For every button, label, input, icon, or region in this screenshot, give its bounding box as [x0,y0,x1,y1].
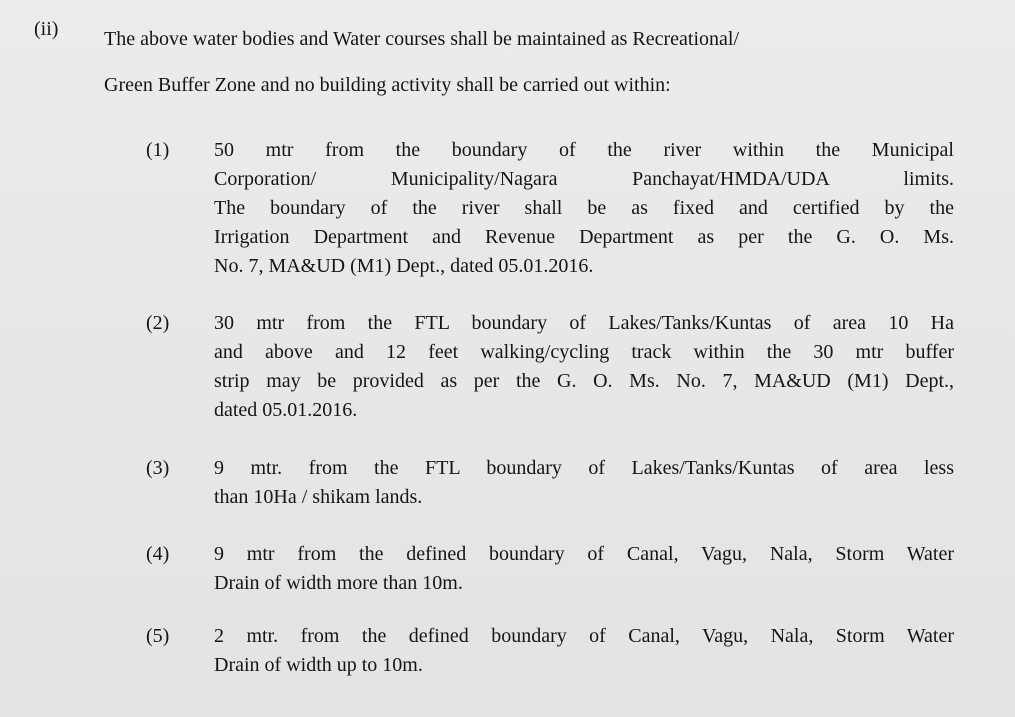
clause-line: strip may be provided as per the G. O. Ms. No. 7, MA&UD (M1) Dept., [214,370,954,392]
clause-number: (3) [146,457,170,479]
clause-line: 50 mtr from the boundary of the river within the Municipal [214,139,954,161]
clause-line: 2 mtr. from the defined boundary of Canal, Vagu, Nala, Storm Water [214,625,954,647]
clause-line: Drain of width more than 10m. [214,572,463,594]
clause-number: (5) [146,625,170,647]
clause-text [214,540,954,598]
clause-line: and above and 12 feet walking/cycling track within the 30 mtr buffer [214,341,954,363]
clause-line: Corporation/ Municipality/Nagara Panchayat/HMDA/UDA limits. [214,168,954,190]
clause-line: than 10Ha / shikam lands. [214,486,423,508]
section-heading [104,16,964,108]
clause-line: 30 mtr from the FTL boundary of Lakes/Tanks/Kuntas of area 10 Ha [214,312,954,334]
heading-line: Green Buffer Zone and no building activity shall be carried out within: [104,74,671,96]
clause-line: 9 mtr from the defined boundary of Canal, Vagu, Nala, Storm Water [214,543,954,565]
clause-number: (4) [146,543,170,565]
clause-line: 9 mtr. from the FTL boundary of Lakes/Tanks/Kuntas of area less [214,457,954,479]
clause-line: Drain of width up to 10m. [214,654,423,676]
clause-text [214,309,954,425]
clause-line: The boundary of the river shall be as fixed and certified by the [214,197,954,219]
section-label: (ii) [34,18,59,40]
clause-line: Irrigation Department and Revenue Department as per the G. O. Ms. [214,226,954,248]
clause-text [214,622,954,680]
clause-number: (1) [146,139,170,161]
clause-text [214,136,954,281]
heading-line: The above water bodies and Water courses shall be maintained as Recreational/ [104,28,739,50]
clause-text [214,454,954,512]
clause-line: No. 7, MA&UD (M1) Dept., dated 05.01.2016. [214,255,594,277]
clause-line: dated 05.01.2016. [214,399,358,421]
clause-number: (2) [146,312,170,334]
